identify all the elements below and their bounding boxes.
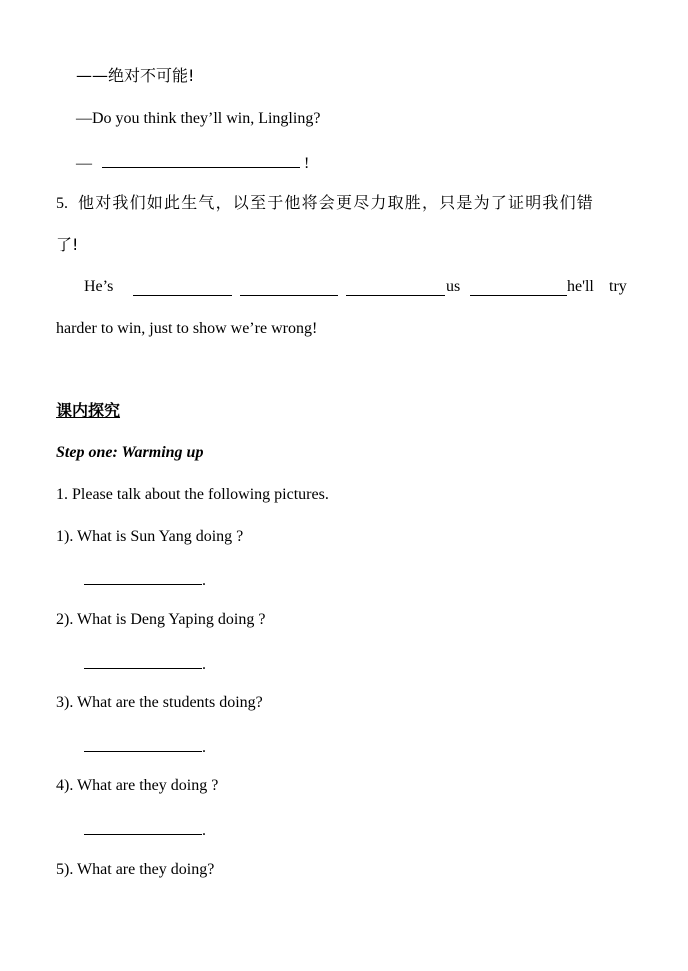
item-5-chinese-line-1 (56, 193, 594, 214)
answer-period: . (202, 572, 206, 589)
answer-blank-1[interactable] (133, 279, 232, 296)
answer-line-2 (84, 652, 206, 675)
answer-period: . (202, 656, 206, 673)
question-1: 1). What is Sun Yang doing ? (56, 528, 244, 545)
answer-blank-4[interactable] (470, 279, 567, 296)
answer-line-1 (84, 568, 206, 591)
question-5: 5). What are they doing? (56, 861, 215, 878)
answer-period: . (202, 822, 206, 839)
answer-blank[interactable] (102, 151, 300, 168)
dialog-dash: — (76, 155, 92, 172)
section-title: 课内探究 (56, 401, 121, 420)
question-4: 4). What are they doing ? (56, 777, 219, 794)
answer-blank[interactable] (84, 568, 202, 585)
answer-blank[interactable] (84, 652, 202, 669)
question-2: 2). What is Deng Yaping doing ? (56, 611, 266, 628)
answer-blank[interactable] (84, 818, 202, 835)
dialog-line-2: —Do you think they’ll win, Lingling? (76, 110, 321, 127)
item-5-chinese-line-2: 了! (56, 235, 79, 254)
answer-blank-3[interactable] (346, 279, 445, 296)
item-5-word-hell: he'll (567, 278, 594, 295)
question-3: 3). What are the students doing? (56, 694, 263, 711)
item-5-word-hes: He’s (84, 278, 114, 295)
answer-line-3 (84, 735, 206, 758)
answer-line-4 (84, 818, 206, 841)
answer-blank[interactable] (84, 735, 202, 752)
answer-blank-2[interactable] (240, 279, 338, 296)
item-5-english-line-2: harder to win, just to show we’re wrong! (56, 320, 318, 337)
dialog-line-3 (76, 151, 309, 174)
answer-period: . (202, 739, 206, 756)
item-5-chinese-text: 他对我们如此生气，以至于他将会更尽力取胜，只是为了证明我们错 (78, 193, 595, 212)
instruction: 1. Please talk about the following pictures. (56, 486, 329, 503)
item-5-word-try: try (609, 278, 627, 295)
item-5-word-us: us (446, 278, 461, 295)
dialog-exclaim: ! (304, 155, 310, 172)
item-5-english-line-1 (84, 277, 113, 297)
dialog-line-1: ——绝对不可能! (76, 66, 195, 85)
step-heading: Step one: Warming up (56, 444, 204, 461)
item-number: 5. (56, 195, 68, 212)
